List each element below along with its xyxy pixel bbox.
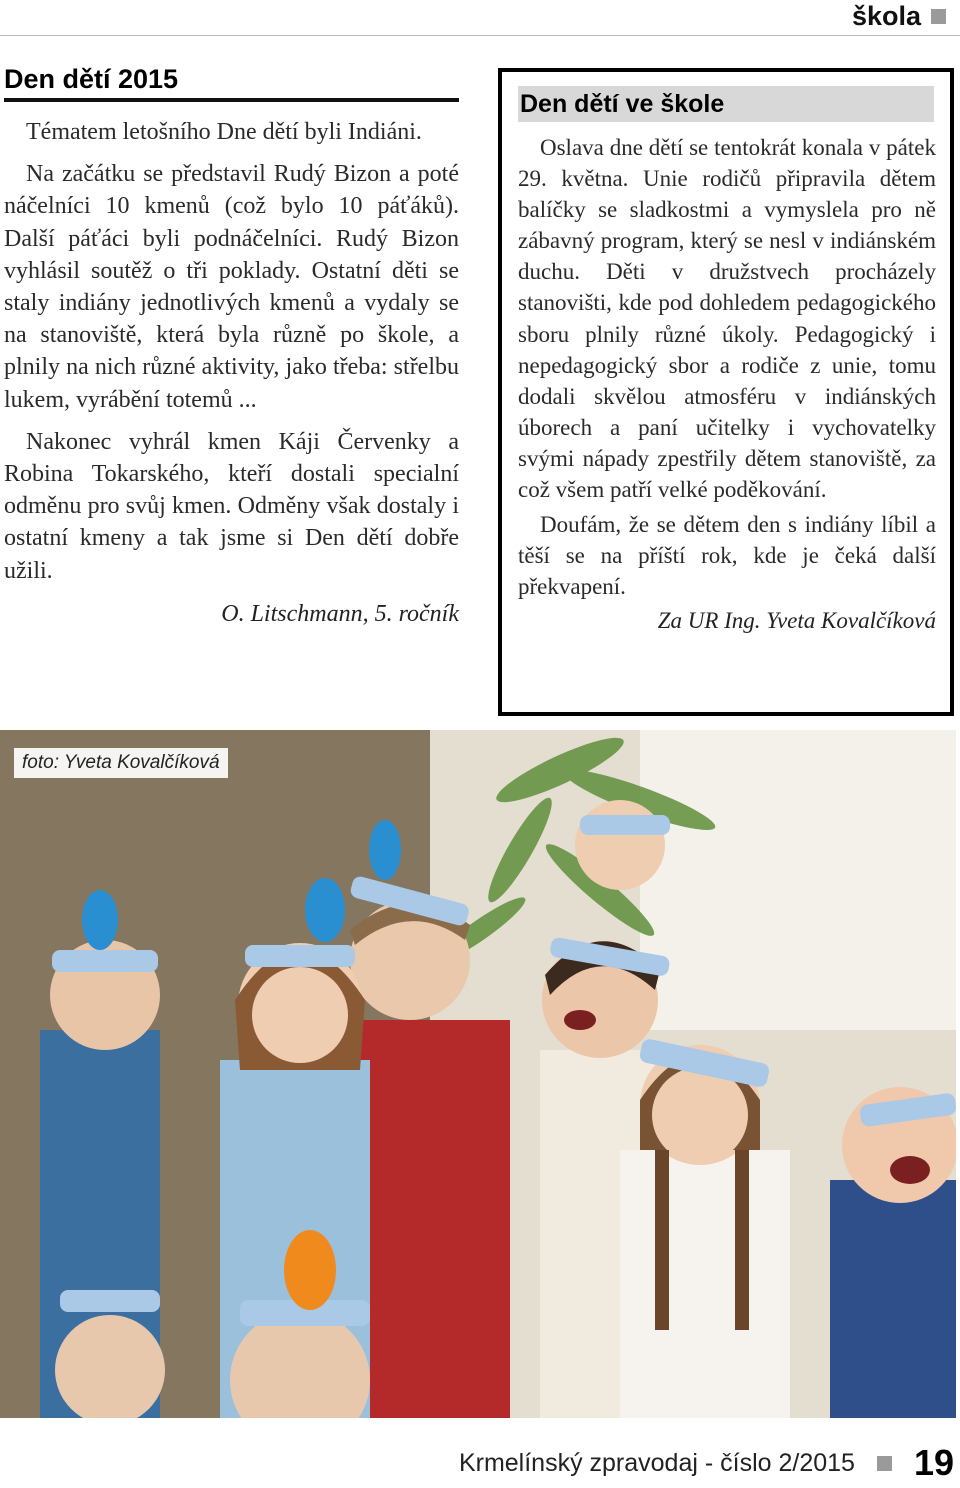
children-photo <box>0 730 956 1418</box>
right-article-author: Za UR Ing. Yveta Kovalčíková <box>657 608 936 634</box>
page-footer <box>0 1438 960 1488</box>
photo-credit: foto: Yveta Kovalčíková <box>14 748 228 778</box>
right-paragraph: Doufám, že se dětem den s indiány líbil a těší se na příští rok, kde je čeká další překvapení. <box>518 512 936 600</box>
square-marker-icon <box>877 1456 892 1471</box>
left-paragraph: Tématem letošního Dne dětí byli Indiáni. <box>26 119 422 145</box>
right-article-body <box>518 132 936 602</box>
left-article-author: O. Litschmann, 5. ročník <box>221 600 459 627</box>
section-name: škola <box>851 0 921 31</box>
left-article <box>4 64 459 628</box>
header-rule <box>0 35 960 36</box>
left-paragraph: Nakonec vyhrál kmen Káji Červenky a Robina Tokarského, kteří dostali specialní odměnu pro svůj kmen. Odměny však dostaly i ostatní kmeny a tak jsme si Den dětí dobře užili. <box>4 428 459 584</box>
left-article-body <box>4 116 459 587</box>
right-article-title: Den dětí ve škole <box>518 86 934 122</box>
right-article-box <box>498 68 954 716</box>
section-label <box>852 0 946 32</box>
photo-illustration <box>0 730 956 1418</box>
publication-name: Krmelínský zpravodaj - číslo 2/2015 <box>458 1448 855 1477</box>
page-number: 19 <box>913 1442 954 1483</box>
square-marker-icon <box>931 9 946 24</box>
right-paragraph: Oslava dne dětí se tentokrát konala v pátek 29. května. Unie rodičů připravila dětem balíčky se sladkostmi a vymyslela pro ně zábavný program, který se nesl v indiánském duchu. Děti v družstvech procházely stanovišti, kde pod dohledem pedagogického sboru plnily různé úkoly. Pedagogický i nepedagogický sbor a rodiče z unie, tomu dodali skvělou atmosféru v indiánských úborech a paní učitelky i vychovatelky svými nápady zpestřily dětem stanoviště, za což všem patří velké poděkování. <box>518 135 936 503</box>
left-article-title: Den dětí 2015 <box>4 64 459 102</box>
left-paragraph: Na začátku se představil Rudý Bizon a poté náčelníci 10 kmenů (což bylo 10 páťáků). Další páťáci byli podnáčelníci. Rudý Bizon vyhlásil soutěž o tři poklady. Ostatní děti se staly indiány jednotlivých kmenů a vydaly se na stanoviště, která byla různě po škole, a plnily na nich různé aktivity, jako třeba: střelbu lukem, vyrábění totemů ... <box>4 161 459 413</box>
